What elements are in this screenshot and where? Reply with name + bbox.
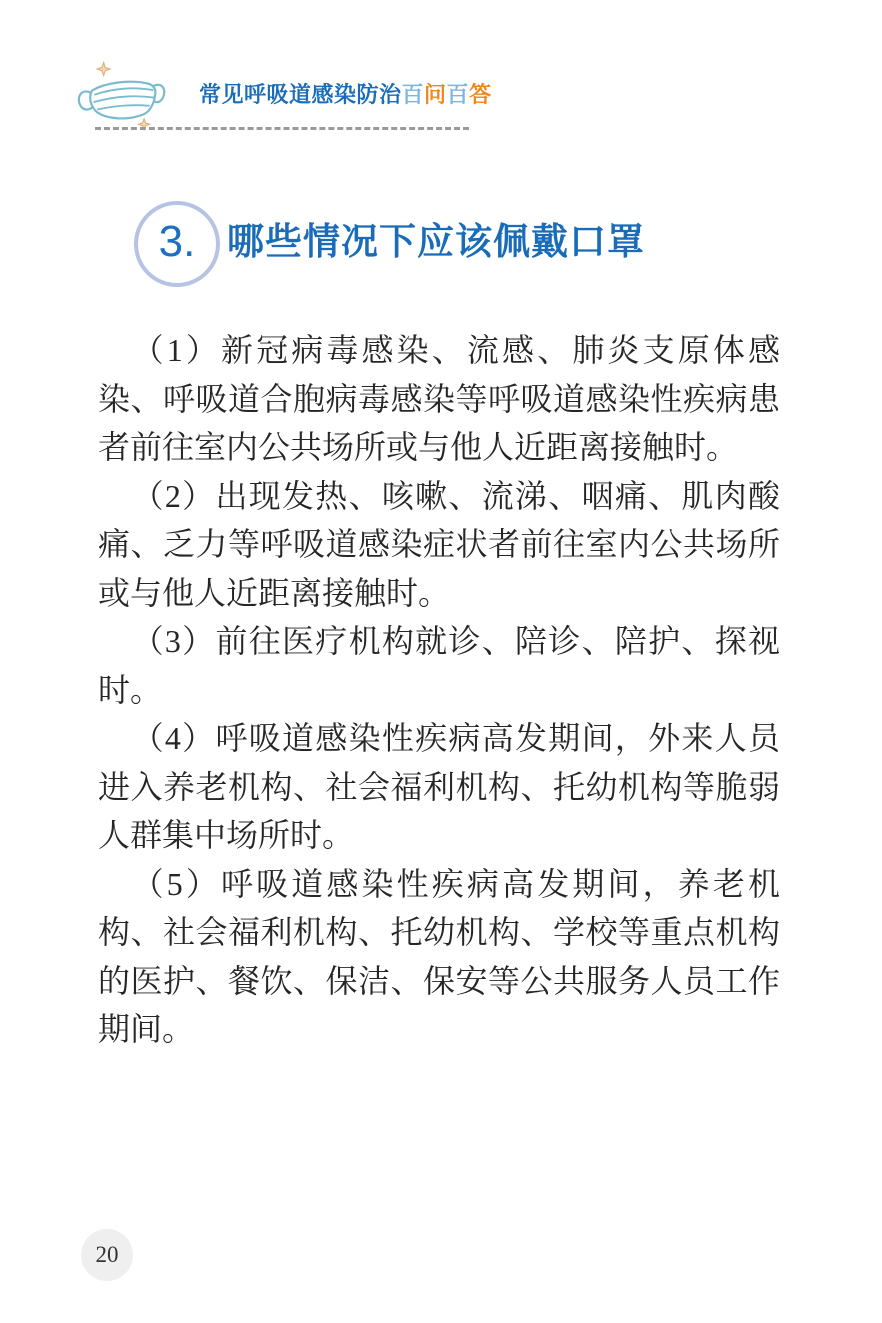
answer-paragraph-3: （3）前往医疗机构就诊、陪诊、陪护、探视时。 — [98, 623, 780, 708]
book-title-accent-char: 百 — [401, 82, 425, 107]
answer-paragraph-1: （1）新冠病毒感染、流感、肺炎支原体感染、呼吸道合胞病毒感染等呼吸道感染性疾病患者前往室内公共场所或与他人近距离接触时。 — [98, 332, 780, 465]
question-number-badge — [134, 201, 220, 287]
mask-icon — [76, 58, 168, 150]
header-divider — [95, 127, 469, 130]
book-title-main: 常见呼吸道感染防治 — [199, 82, 402, 107]
question-title: 哪些情况下应该佩戴口罩 — [227, 221, 645, 262]
book-title-accent-char: 百 — [446, 82, 470, 107]
book-title-accent-char: 问 — [424, 82, 447, 107]
book-title-accent-char: 答 — [469, 82, 492, 107]
sparkle-icon — [97, 63, 110, 76]
answer-paragraph-4: （4）呼吸道感染性疾病高发期间，外来人员进入养老机构、社会福利机构、托幼机构等脆弱人群集中场所时。 — [98, 720, 780, 853]
answer-body — [98, 326, 780, 1054]
page-number: 20 — [95, 1242, 119, 1267]
page-number-badge — [81, 1229, 133, 1281]
answer-paragraph-5: （5）呼吸道感染性疾病高发期间，养老机构、社会福利机构、托幼机构、学校等重点机构的医护、餐饮、保洁、保安等公共服务人员工作期间。 — [98, 865, 780, 1047]
book-title — [199, 80, 492, 110]
answer-paragraph-2: （2）出现发热、咳嗽、流涕、咽痛、肌肉酸痛、乏力等呼吸道感染症状者前往室内公共场所或与他人近距离接触时。 — [98, 477, 780, 611]
question-number: 3. — [158, 217, 196, 266]
